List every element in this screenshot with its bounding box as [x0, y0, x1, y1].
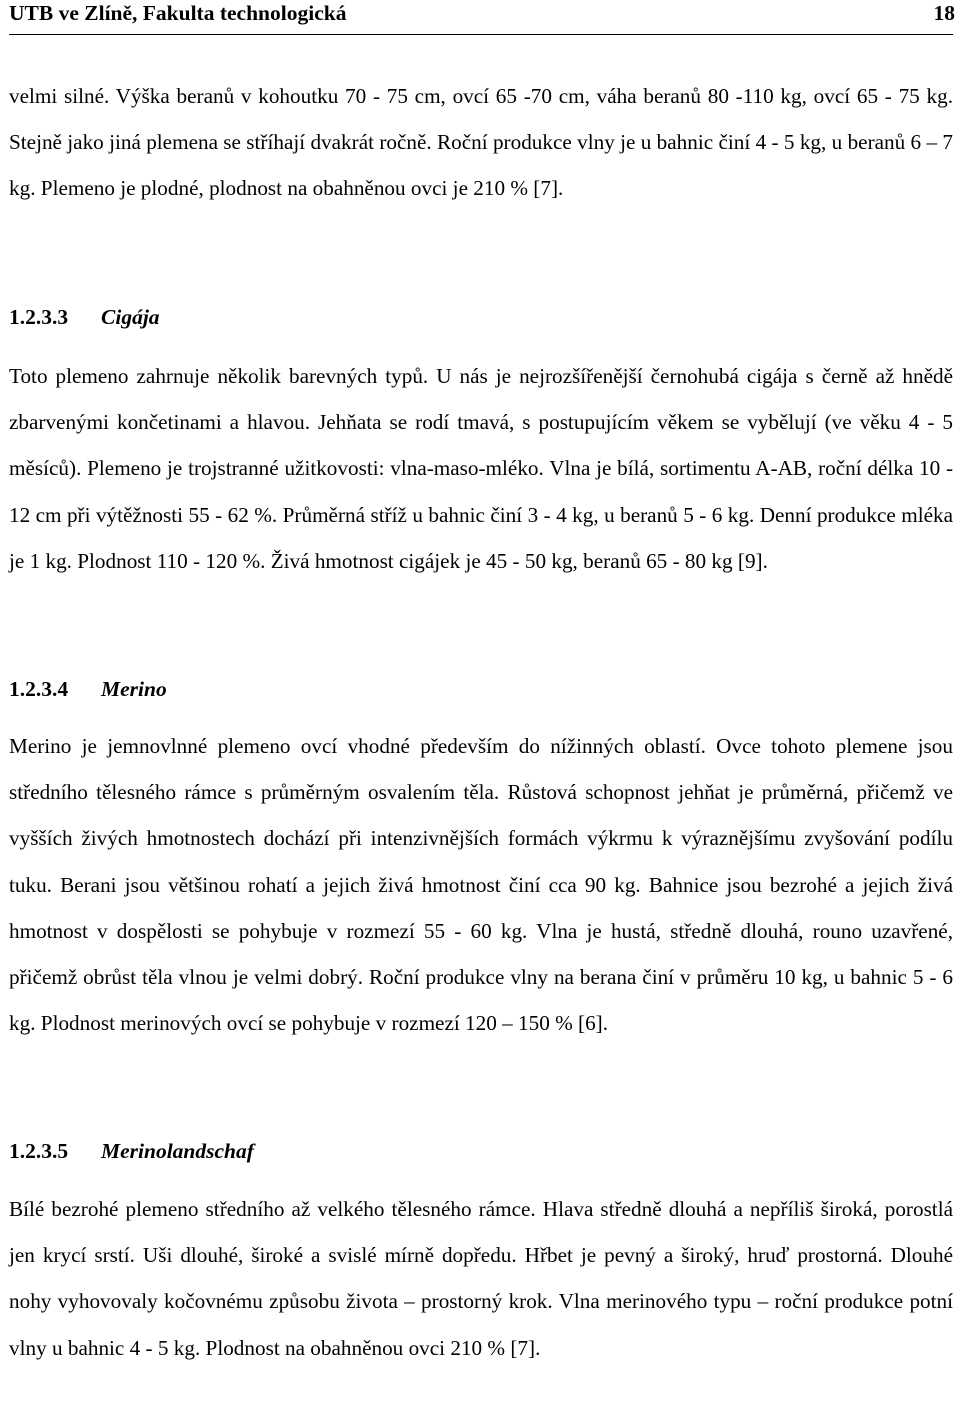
section-title: Merinolandschaf	[101, 1139, 254, 1163]
section-heading-merino	[9, 677, 167, 702]
paragraph-merino: Merino je jemnovlnné plemeno ovcí vhodné především do nížinných oblastí. Ovce tohoto plemene jsou středního tělesného rámce s průměrným osvalením těla. Růstová schopnost jehňat je průměrná, přičemž ve vyšších živých hmotnostech dochází při intenzivnějších formách výkrmu k výraznějšímu zvyšování podílu tuku. Berani jsou většinou rohatí a jejich živá hmotnost činí cca 90 kg. Bahnice jsou bezrohé a jejich živá hmotnost v dospělosti se pohybuje v rozmezí 55 - 60 kg. Vlna je hustá, středně dlouhá, rouno uzavřené, přičemž obrůst těla vlnou je velmi dobrý. Roční produkce vlny na berana činí v průměru 10 kg, u bahnic 5 - 6 kg. Plodnost merinových ovcí se pohybuje v rozmezí 120 – 150 % [6].	[9, 734, 953, 1036]
page-header	[9, 0, 953, 35]
section-number: 1.2.3.5	[9, 1139, 69, 1163]
header-title: UTB ve Zlíně, Fakulta technologická	[9, 1, 347, 25]
section-heading-merinolandschaf	[9, 1139, 254, 1164]
paragraph-intro: velmi silné. Výška beranů v kohoutku 70 - 75 cm, ovcí 65 -70 cm, váha beranů 80 -110 kg, ovcí 65 - 75 kg. Stejně jako jiná plemena se stříhají dvakrát ročně. Roční produkce vlny je u bahnic činí 4 - 5 kg, u beranů 6 – 7 kg. Plemeno je plodné, plodnost na obahněnou ovci je 210 % [7].	[9, 84, 953, 201]
page-number: 18	[933, 1, 955, 25]
section-title: Cigája	[101, 305, 160, 329]
section-title: Merino	[101, 677, 167, 701]
section-heading-cigaja	[9, 305, 160, 330]
section-number: 1.2.3.4	[9, 677, 69, 701]
paragraph-cigaja: Toto plemeno zahrnuje několik barevných typů. U nás je nejrozšířenější černohubá cigája s černě až hnědě zbarvenými končetinami a hlavou. Jehňata se rodí tmavá, s postupujícím věkem se vybělují (ve věku 4 - 5 měsíců). Plemeno je trojstranné užitkovosti: vlna-maso-mléko. Vlna je bílá, sortimentu A-AB, roční délka 10 - 12 cm při výtěžnosti 55 - 62 %. Průměrná stříž u bahnic činí 3 - 4 kg, u beranů 5 - 6 kg. Denní produkce mléka je 1 kg. Plodnost 110 - 120 %. Živá hmotnost cigájek je 45 - 50 kg, beranů 65 - 80 kg [9].	[9, 364, 953, 573]
section-number: 1.2.3.3	[9, 305, 69, 329]
paragraph-merinolandschaf: Bílé bezrohé plemeno středního až velkého tělesného rámce. Hlava středně dlouhá a nepříliš široká, porostlá jen krycí srstí. Uši dlouhé, široké a svislé mírně dopředu. Hřbet je pevný a široký, hruď prostorná. Dlouhé nohy vyhovovaly kočovnému způsobu života – prostorný krok. Vlna merinového typu – roční produkce potní vlny u bahnic 4 - 5 kg. Plodnost na obahněnou ovci 210 % [7].	[9, 1197, 953, 1360]
